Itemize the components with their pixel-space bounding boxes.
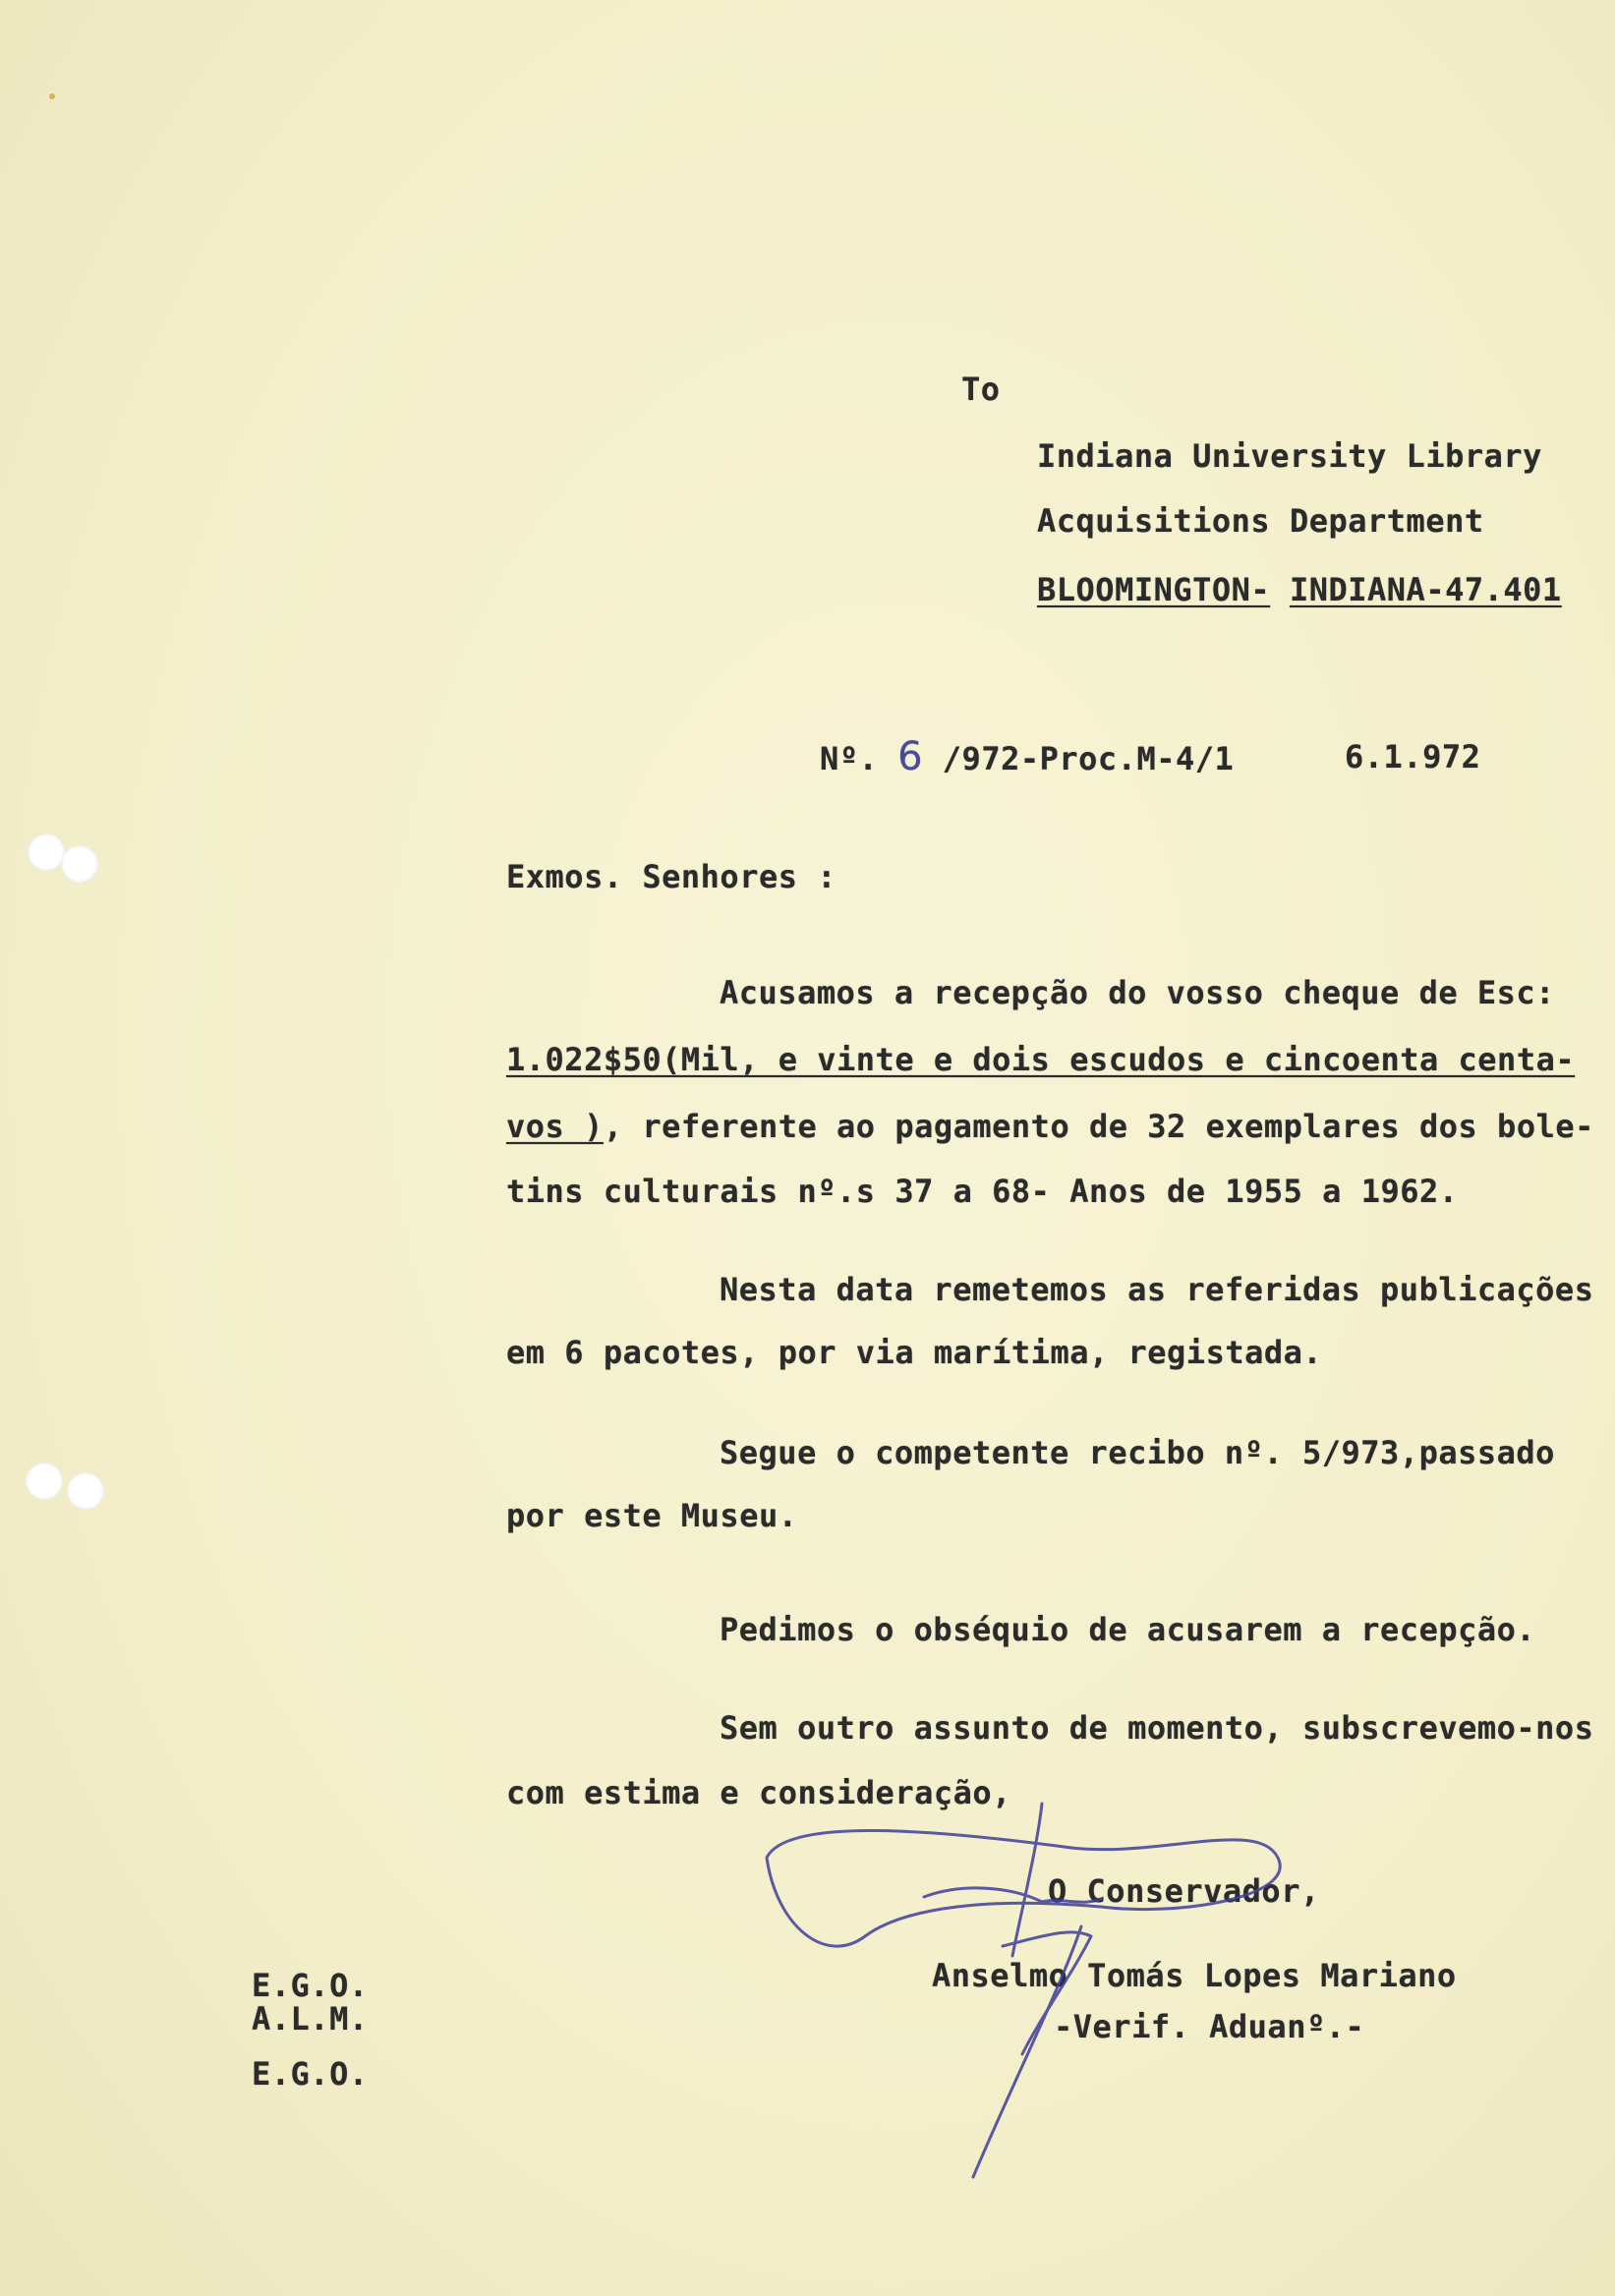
punch-hole: [61, 845, 98, 883]
reference-prefix: Nº.: [820, 740, 879, 777]
recipient-line1: Indiana University Library: [1037, 437, 1542, 475]
letter-date: 6.1.972: [1345, 738, 1481, 775]
initials-3: E.G.O.: [252, 2055, 369, 2093]
handwritten-signature: [747, 1789, 1337, 2202]
paragraph1-line3-rest: , referente ao pagamento de 32 exemplares dos bole-: [603, 1108, 1594, 1145]
punch-hole: [26, 1463, 63, 1500]
paper-spot: [49, 93, 55, 99]
paragraph5-line2: com estima e consideração,: [506, 1774, 1011, 1811]
punch-hole: [28, 833, 65, 871]
paragraph1-line1: Acusamos a recepção do vosso cheque de Esc:: [720, 974, 1555, 1011]
initials-1: E.G.O.: [252, 1967, 369, 2004]
punch-hole: [67, 1472, 104, 1510]
reference-number: [820, 734, 1235, 779]
paragraph2-line2: em 6 pacotes, por via marítima, registada.: [506, 1334, 1323, 1371]
paragraph3-line1: Segue o competente recibo nº. 5/973,passado: [720, 1434, 1555, 1471]
paragraph2-line1: Nesta data remetemos as referidas publicações: [720, 1271, 1594, 1308]
signature-name: Anselmo Tomás Lopes Mariano: [932, 1957, 1457, 1994]
recipient-address: [1037, 570, 1562, 609]
paragraph5-line1: Sem outro assunto de momento, subscrevemo-nos: [720, 1709, 1594, 1747]
recipient-city: BLOOMINGTON-: [1037, 571, 1271, 608]
reference-handwritten-number: 6: [897, 734, 924, 779]
reference-suffix: /972-Proc.M-4/1: [942, 740, 1235, 777]
signature-role: -Verif. Aduanº.-: [1054, 2008, 1365, 2045]
initials-2: A.L.M.: [252, 2000, 369, 2038]
recipient-line2: Acquisitions Department: [1037, 502, 1484, 540]
recipient-state-zip: INDIANA-47.401: [1289, 571, 1562, 608]
paragraph1-line4: tins culturais nº.s 37 a 68- Anos de 1955 a 1962.: [506, 1173, 1459, 1210]
paragraph3-line2: por este Museu.: [506, 1497, 798, 1534]
to-label: To: [961, 371, 1001, 408]
paragraph1-line3: [506, 1107, 1594, 1146]
paragraph1-line3-underlined: vos ): [506, 1108, 604, 1145]
signature-title: O Conservador,: [1048, 1872, 1320, 1910]
paragraph1-line2: 1.022$50(Mil, e vinte e dois escudos e cincoenta centa-: [506, 1041, 1576, 1078]
salutation: Exmos. Senhores :: [506, 858, 837, 895]
paragraph4-line1: Pedimos o obséquio de acusarem a recepção.: [720, 1611, 1536, 1648]
